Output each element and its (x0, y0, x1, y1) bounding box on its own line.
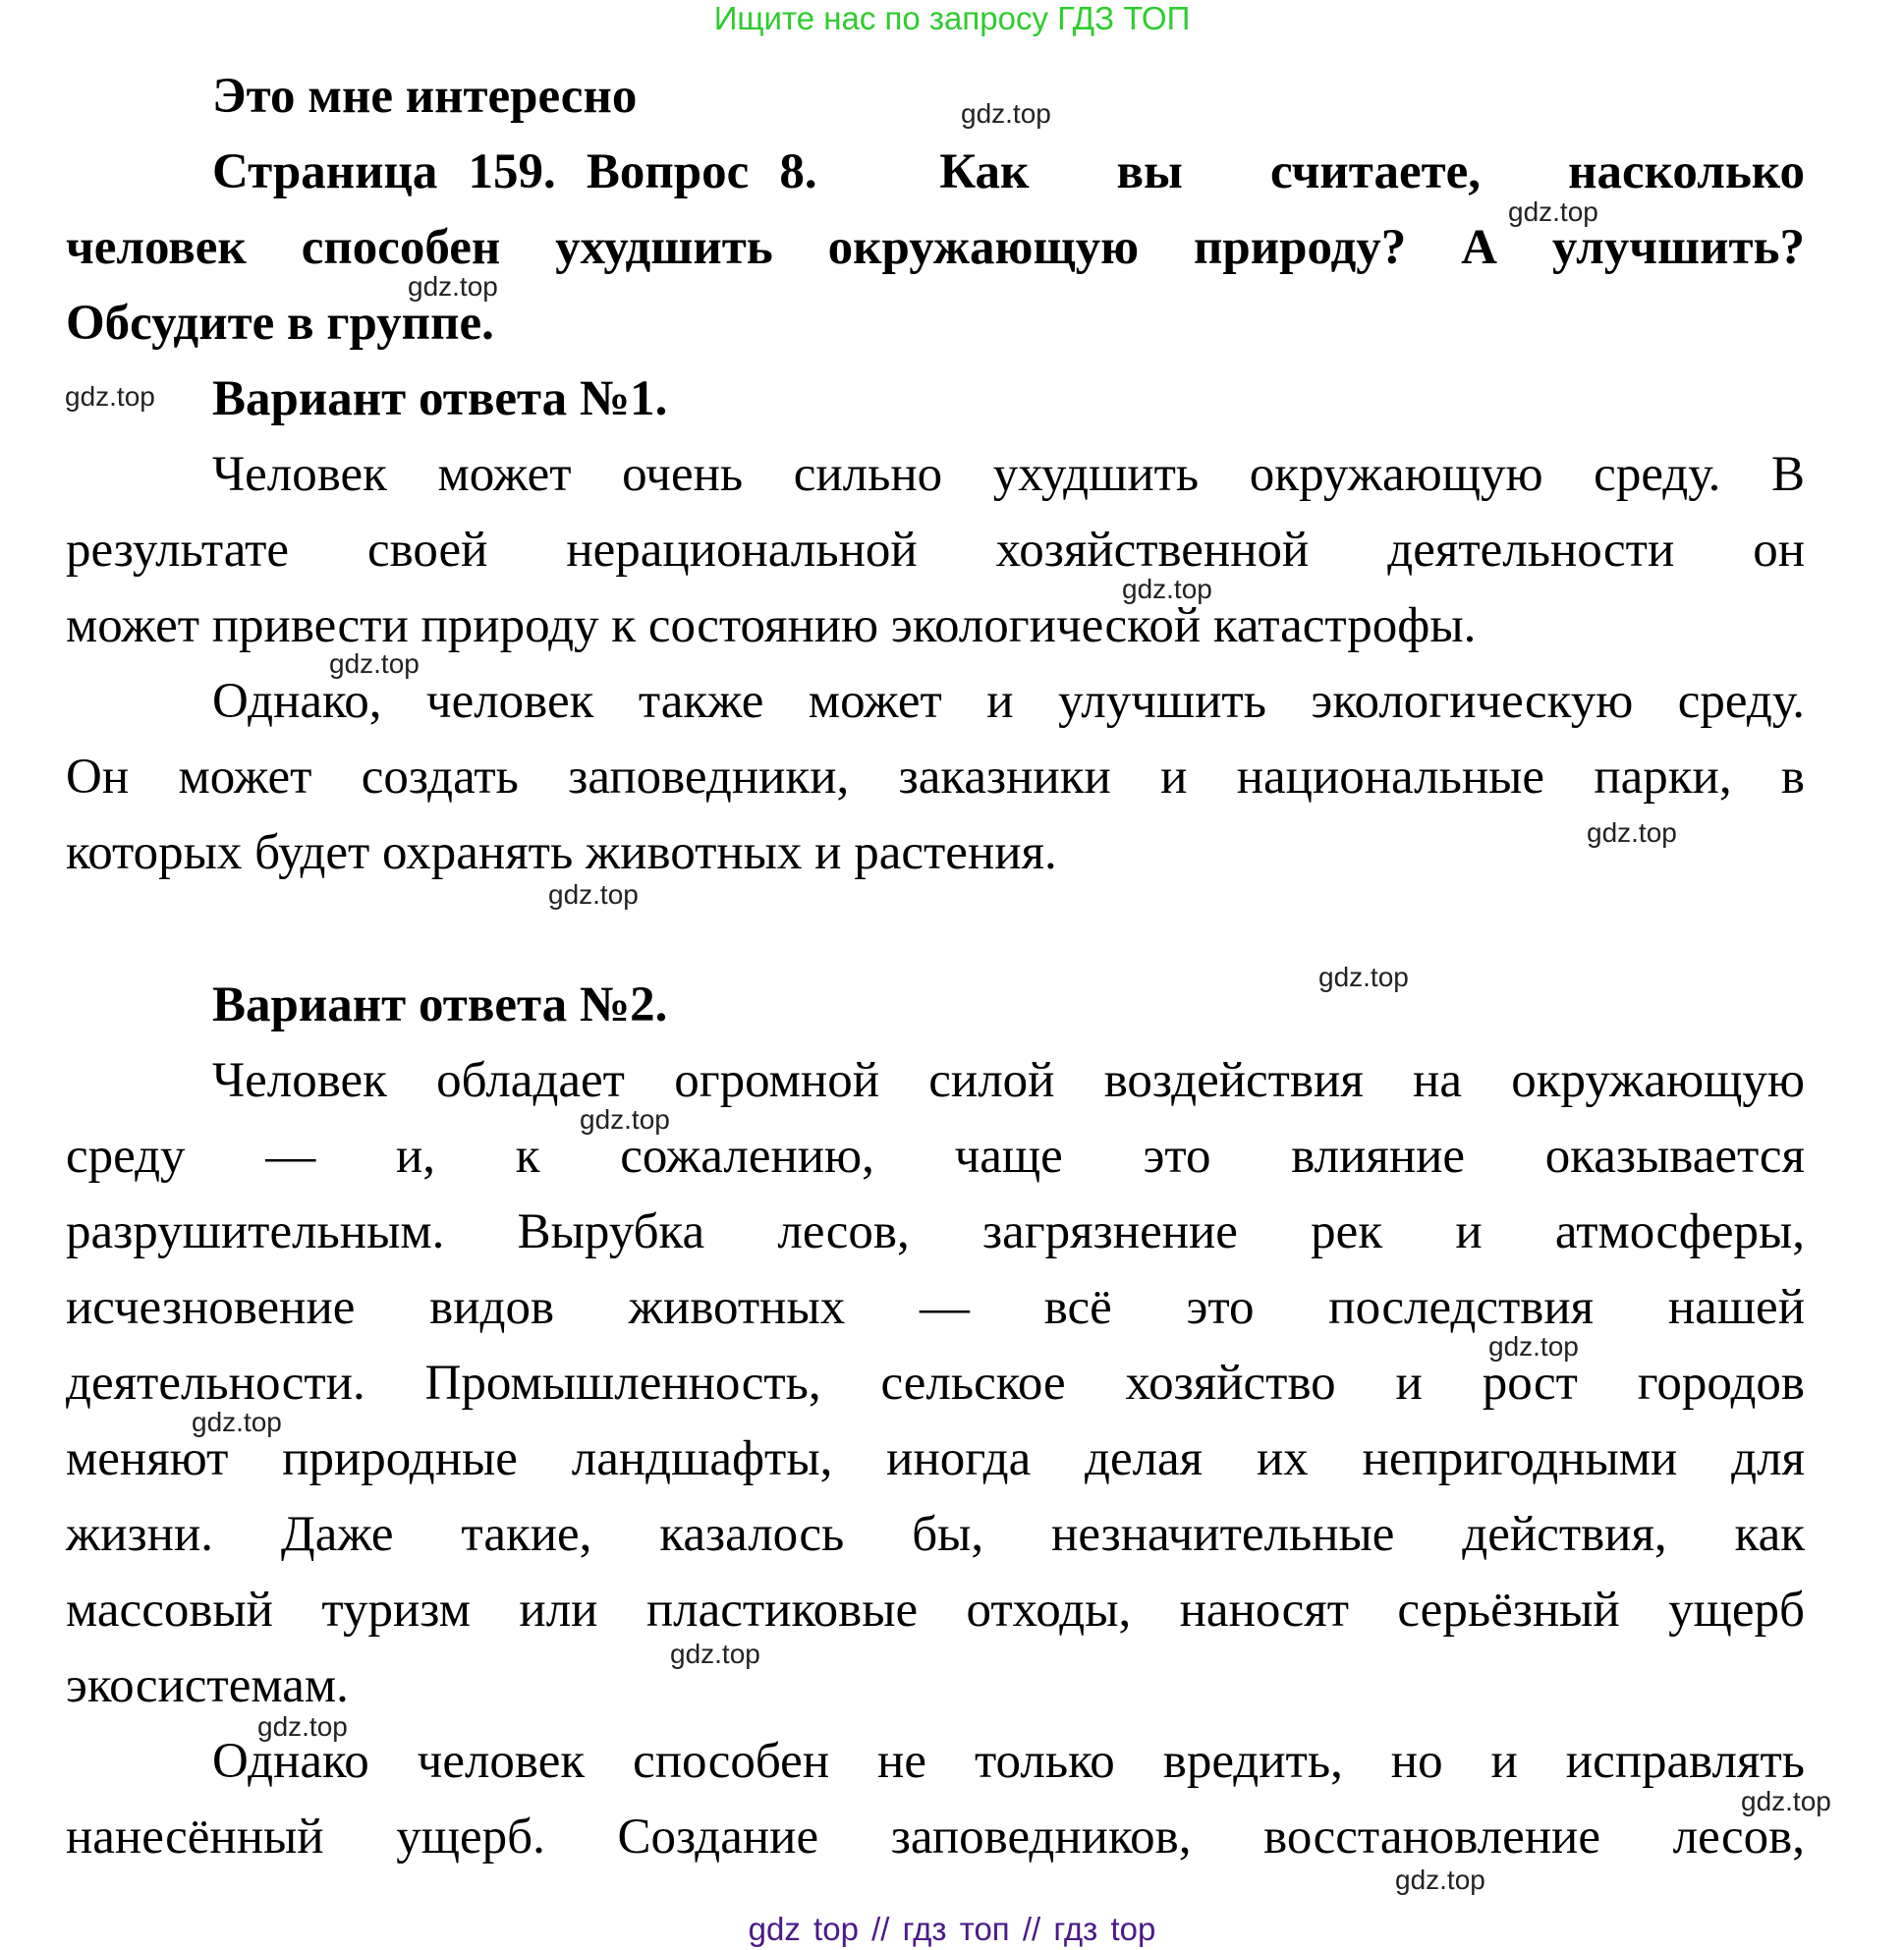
watermark: gdz.top (580, 1104, 670, 1135)
watermark: gdz.top (1508, 196, 1598, 227)
watermark: gdz.top (408, 271, 498, 302)
answer-2-line: разрушительным. Вырубка лесов, загрязнение рек и атмосферы, (66, 1204, 1805, 1259)
answer-1-line: Однако, человек также может и улучшить экологическую среду. (212, 674, 1805, 729)
question-line-1 (212, 142, 1805, 201)
answer-2-line: исчезновение видов животных — всё это последствия нашей (66, 1280, 1805, 1335)
question-line-2: человек способен ухудшить окружающую природу? А улучшить? (66, 220, 1805, 275)
answer-2-line: Человек обладает огромной силой воздействия на окружающую (212, 1053, 1805, 1108)
answer-2-title: Вариант ответа №2. (212, 977, 668, 1032)
answer-2-line: экосистемам. (66, 1658, 349, 1713)
watermark: gdz.top (1395, 1865, 1485, 1895)
answer-2-line: Однако человек способен не только вредить, но и исправлять (212, 1734, 1805, 1789)
question-line-3: Обсудите в группе. (66, 296, 494, 351)
question-label: Страница 159. Вопрос 8. (212, 144, 817, 199)
watermark: gdz.top (65, 381, 155, 412)
watermark: gdz.top (1318, 962, 1409, 992)
search-banner: Ищите нас по запросу ГДЗ ТОП (713, 0, 1191, 36)
watermark: gdz.top (1741, 1786, 1831, 1816)
section-title: Это мне интересно (212, 69, 638, 124)
answer-1-line: может привести природу к состоянию экологической катастрофы. (66, 598, 1477, 653)
answer-2-line: деятельности. Промышленность, сельское хозяйство и рост городов (66, 1356, 1805, 1411)
question-text-1: Как вы считаете, насколько (939, 144, 1806, 199)
answer-2-line: среду — и, к сожалению, чаще это влияние оказывается (66, 1129, 1805, 1184)
answer-2-line: массовый туризм или пластиковые отходы, наносят серьёзный ущерб (66, 1583, 1805, 1638)
answer-1-title: Вариант ответа №1. (212, 371, 668, 426)
footer-watermark: gdz top // гдз топ // гдз top (748, 1911, 1156, 1947)
answer-1-line: Человек может очень сильно ухудшить окружающую среду. В (212, 447, 1805, 502)
answer-1-line: Он может создать заповедники, заказники и национальные парки, в (66, 750, 1805, 805)
watermark: gdz.top (670, 1639, 760, 1669)
watermark: gdz.top (1488, 1331, 1579, 1362)
watermark: gdz.top (257, 1711, 348, 1742)
answer-1-line: которых будет охранять животных и растения. (66, 825, 1057, 880)
answer-1-line: результате своей нерациональной хозяйственной деятельности он (66, 523, 1805, 578)
watermark: gdz.top (548, 879, 639, 910)
answer-2-line: жизни. Даже такие, казалось бы, незначительные действия, как (66, 1507, 1805, 1562)
watermark: gdz.top (1122, 574, 1212, 604)
watermark: gdz.top (961, 98, 1051, 129)
answer-2-line: нанесённый ущерб. Создание заповедников, восстановление лесов, (66, 1810, 1805, 1865)
answer-2-line: меняют природные ландшафты, иногда делая их непригодными для (66, 1431, 1805, 1486)
watermark: gdz.top (192, 1407, 282, 1437)
watermark: gdz.top (329, 648, 420, 679)
watermark: gdz.top (1587, 817, 1677, 848)
